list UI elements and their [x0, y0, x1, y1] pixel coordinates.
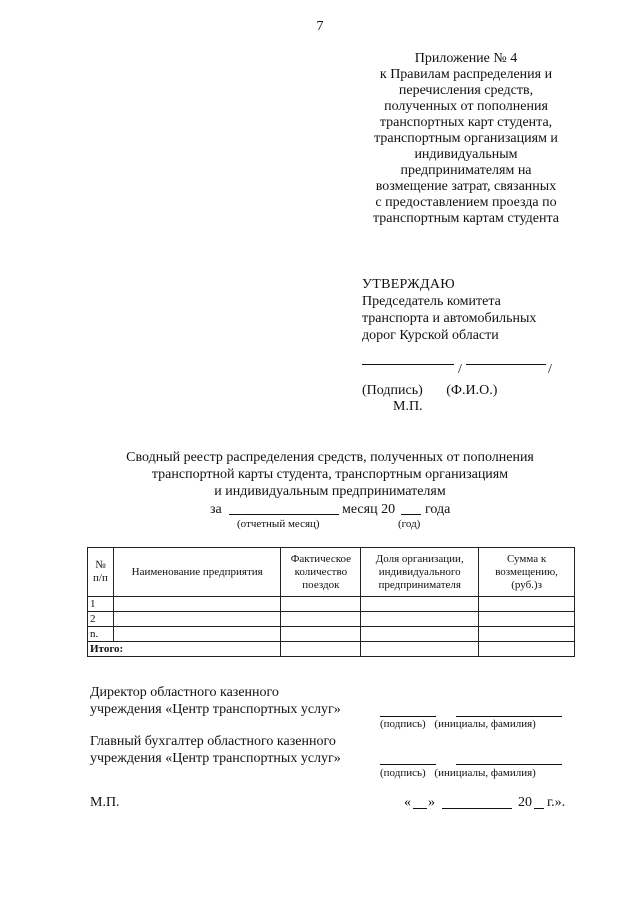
appendix-line: транспортным организациям и — [374, 131, 558, 146]
accountant-name-line — [456, 764, 562, 765]
date-suffix: г.». — [547, 795, 566, 810]
table-row — [88, 612, 575, 627]
date-year-blank — [534, 808, 544, 809]
period-month-label: (отчетный месяц) — [237, 518, 320, 530]
accountant-title-line: Главный бухгалтер областного казенного — [90, 734, 336, 749]
approval-position-line: транспорта и автомобильных — [362, 311, 537, 326]
appendix-header — [348, 51, 584, 227]
total-label: Итого: — [88, 642, 281, 657]
period-year-label: (год) — [398, 518, 421, 530]
row-amount — [479, 612, 575, 627]
header-company: Наименование предприятия — [113, 548, 280, 597]
director-signature-block — [90, 684, 341, 718]
appendix-line: транспортным картам студента — [373, 211, 559, 226]
header-trips: Фактическое количество поездок — [281, 548, 361, 597]
page-number: 7 — [316, 19, 324, 34]
approval-signature-label: (Подпись) — [362, 383, 423, 398]
approval-name-line — [466, 364, 546, 365]
total-trips — [281, 642, 361, 657]
row-share — [361, 612, 479, 627]
approval-slash: / — [458, 362, 462, 377]
appendix-line: к Правилам распределения и — [379, 67, 553, 82]
report-title-line: и индивидуальным предпринимателям — [214, 484, 446, 499]
row-trips — [281, 627, 361, 642]
director-title-line: учреждения «Центр транспортных услуг» — [90, 702, 341, 717]
accountant-signature-block — [90, 733, 341, 767]
stamp-mark: М.П. — [90, 795, 120, 810]
director-sign-line — [380, 716, 436, 717]
period-month-word: месяц 20 — [342, 502, 396, 517]
approval-sign-labels — [362, 383, 497, 399]
report-title — [60, 449, 600, 500]
row-trips — [281, 612, 361, 627]
row-share — [361, 597, 479, 612]
approval-signature-line — [362, 364, 454, 365]
approval-stamp: М.П. — [393, 399, 423, 414]
period-year-word: года — [425, 502, 451, 517]
header-amount: Сумма к возмещению, (руб.)з — [479, 548, 575, 597]
row-amount — [479, 597, 575, 612]
row-company — [113, 597, 280, 612]
period-prefix: за — [210, 502, 222, 517]
appendix-line: полученных от пополнения — [384, 99, 548, 114]
date-day-blank — [413, 808, 427, 809]
row-company — [113, 612, 280, 627]
date-year: 20 — [518, 795, 532, 810]
table-header-row — [88, 548, 575, 597]
appendix-line: перечисления средств, — [398, 83, 534, 98]
header-number: № п/п — [88, 548, 114, 597]
total-amount — [479, 642, 575, 657]
approval-slash: / — [548, 362, 552, 377]
director-sign-labels — [380, 718, 536, 730]
date-month-blank — [442, 808, 512, 809]
period-month-blank — [229, 514, 339, 515]
row-number: n. — [88, 627, 114, 642]
director-title-line: Директор областного казенного — [90, 685, 279, 700]
table-row — [88, 597, 575, 612]
row-trips — [281, 597, 361, 612]
table-row — [88, 627, 575, 642]
row-amount — [479, 627, 575, 642]
accountant-initials-label: (инициалы, фамилия) — [434, 767, 536, 779]
appendix-title: Приложение № 4 — [414, 51, 518, 66]
appendix-line: с предоставлением проезда по — [375, 195, 557, 210]
row-number: 2 — [88, 612, 114, 627]
appendix-line: предпринимателям на — [400, 163, 532, 178]
appendix-line: возмещение затрат, связанных — [375, 179, 557, 194]
row-number: 1 — [88, 597, 114, 612]
accountant-sign-label: (подпись) — [380, 767, 426, 779]
appendix-line: индивидуальным — [414, 147, 518, 162]
report-title-line: транспортной карты студента, транспортным организациям — [151, 467, 509, 482]
approval-position-line: дорог Курской области — [362, 328, 499, 343]
approval-position-line: Председатель комитета — [362, 294, 501, 309]
report-title-line: Сводный реестр распределения средств, полученных от пополнения — [126, 450, 534, 465]
appendix-line: транспортных карт студента, — [379, 115, 553, 130]
row-share — [361, 627, 479, 642]
date-close-quote: » — [428, 795, 435, 810]
row-company — [113, 627, 280, 642]
approval-heading: УТВЕРЖДАЮ — [362, 277, 455, 292]
director-name-line — [456, 716, 562, 717]
accountant-sign-labels — [380, 767, 536, 779]
accountant-title-line: учреждения «Центр транспортных услуг» — [90, 751, 341, 766]
director-initials-label: (инициалы, фамилия) — [434, 718, 536, 730]
date-open-quote: « — [404, 795, 411, 810]
period-year-blank — [401, 514, 421, 515]
table-total-row — [88, 642, 575, 657]
accountant-sign-line — [380, 764, 436, 765]
approval-position — [362, 293, 602, 344]
approval-name-label: (Ф.И.О.) — [446, 383, 498, 398]
registry-table — [87, 547, 575, 657]
total-share — [361, 642, 479, 657]
header-share: Доля организации, индивидуального предпринимателя — [361, 548, 479, 597]
director-sign-label: (подпись) — [380, 718, 426, 730]
